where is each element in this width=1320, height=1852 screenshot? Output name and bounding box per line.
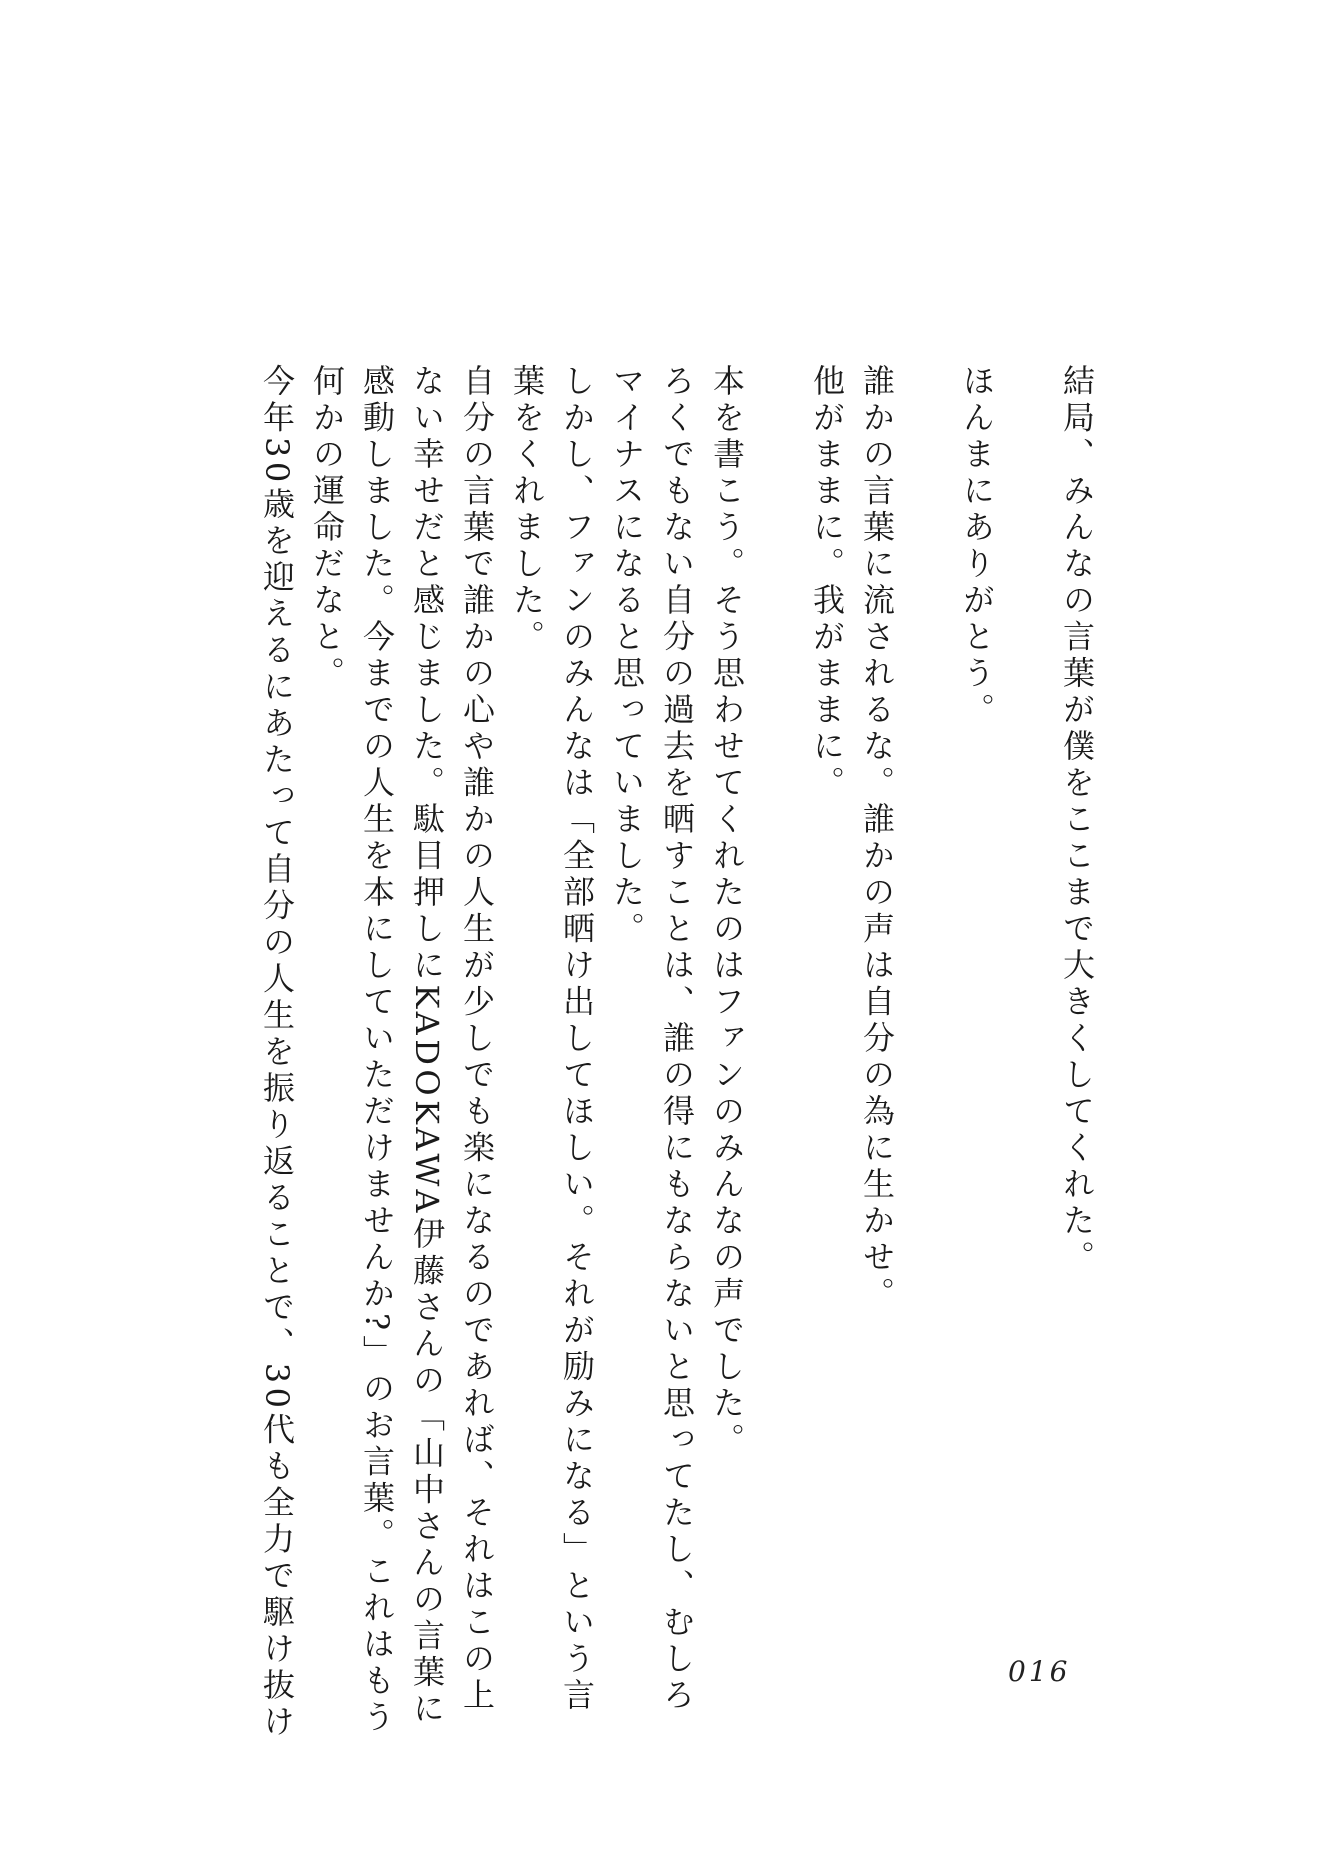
text-line-8: しかし、ファンのみんなは「全部晒け出してほしい。それが励みになる」という言 [558, 364, 596, 1715]
text-line-7: マイナスになると思っていました。 [608, 364, 646, 948]
text-line-14: 今年30歳を迎えるにあたって自分の人生を振り返ることで、30代も全力で駆け抜け [258, 364, 296, 1741]
blank-line [1002, 364, 1052, 1374]
text-line-12: 感動しました。今までの人生を本にしていただけませんか?」のお言葉。これはもう [358, 364, 396, 1737]
text-line-4: 他がままに。我がままに。 [808, 364, 846, 802]
text-line-6: ろくでもない自分の過去を晒すことは、誰の得にもならないと思ってたし、むしろ [658, 364, 696, 1715]
text-line-1: 結局、みんなの言葉が僕をここまで大きくしてくれた。 [1058, 364, 1096, 1277]
text-line-5: 本を書こう。そう思わせてくれたのはファンのみんなの声でした。 [708, 364, 746, 1459]
text-line-2: ほんまにありがとう。 [958, 364, 996, 729]
blank-line [902, 364, 952, 1374]
text-line-3: 誰かの言葉に流されるな。誰かの声は自分の為に生かせ。 [858, 364, 896, 1313]
text-line-13: 何かの運命だなと。 [308, 364, 346, 693]
text-line-11: ない幸せだと感じました。駄目押しにKADOKAWA伊藤さんの「山中さんの言葉に [408, 364, 446, 1728]
text-line-10: 自分の言葉で誰かの心や誰かの人生が少しでも楽になるのであれば、それはこの上 [458, 364, 496, 1715]
text-line-9: 葉をくれました。 [508, 364, 546, 656]
blank-line [752, 364, 802, 1374]
page-number: 016 [1008, 1655, 1071, 1688]
